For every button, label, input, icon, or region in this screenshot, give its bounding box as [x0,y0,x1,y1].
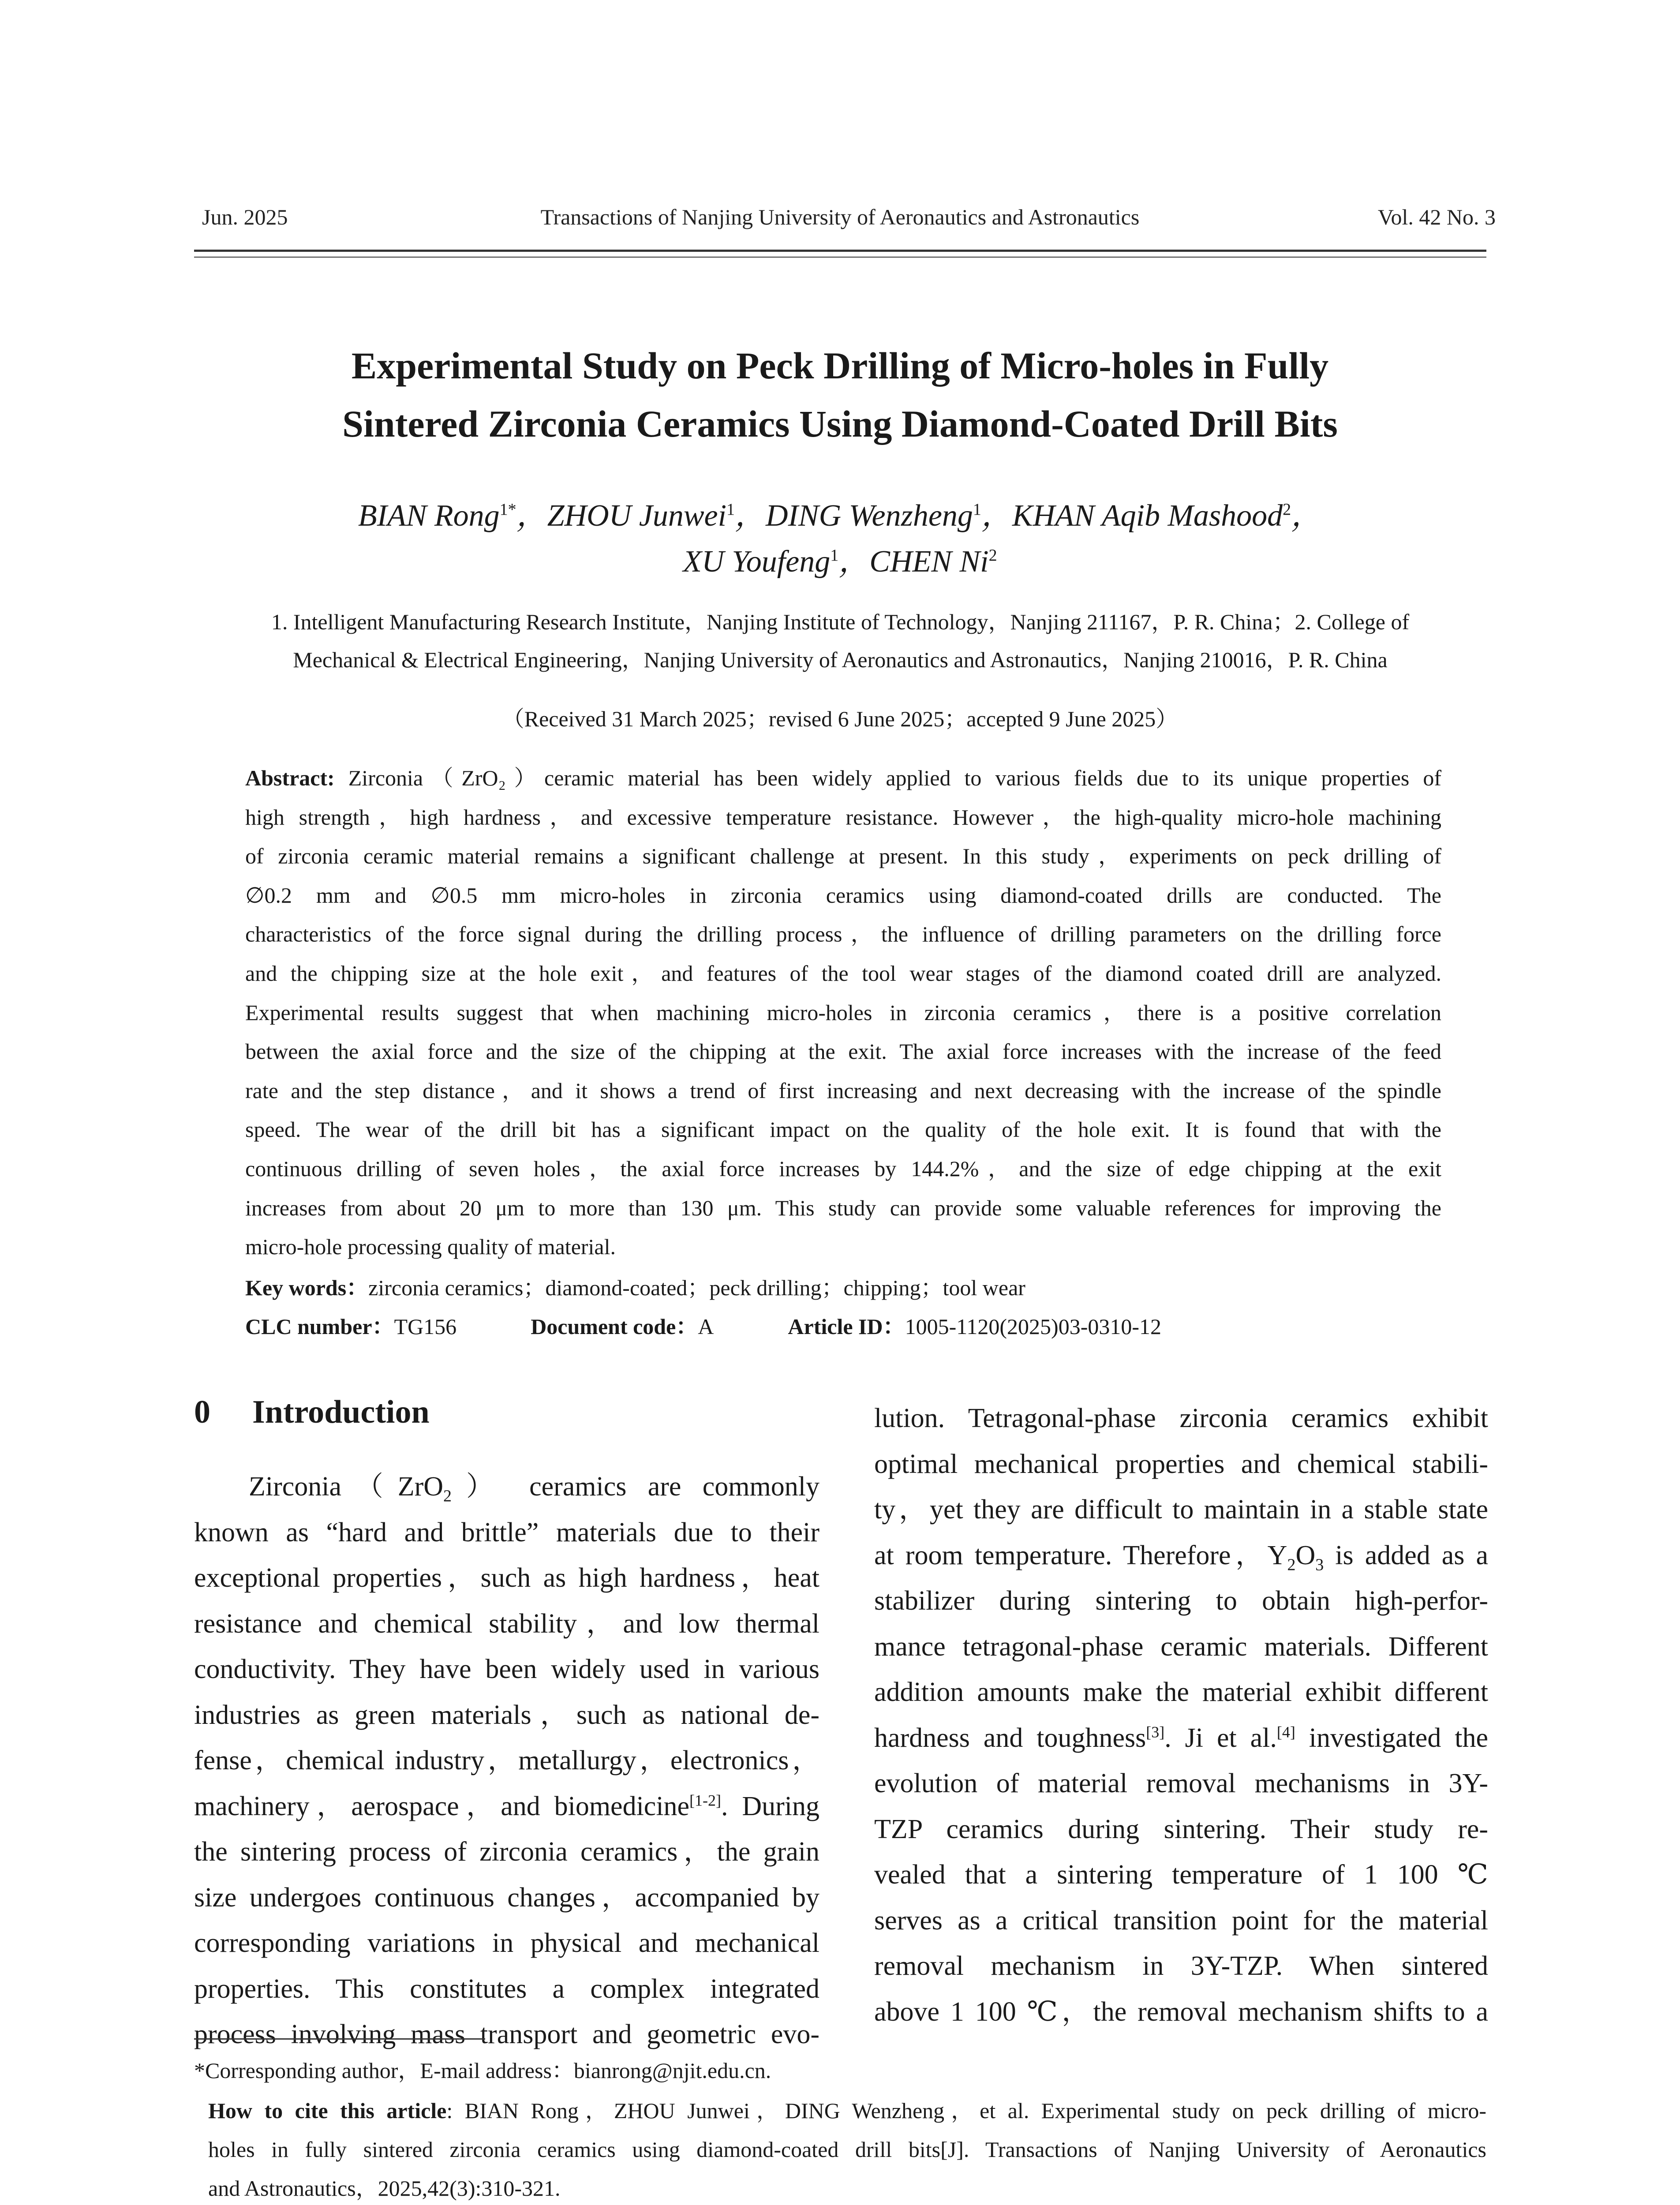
body-text: at room temperature. Therefore，Y [874,1540,1287,1570]
abstract-line: characteristics of the force signal during the drilling process，the influence of drilling parameters on the drilling force [245,922,1441,947]
body-line: lution. Tetragonal-phase zirconia ceramics exhibit [874,1403,1488,1433]
body-text: O [1295,1540,1316,1570]
title-line-2: Sintered Zirconia Ceramics Using Diamond-Coated Drill Bits [342,403,1338,445]
abstract-line: between the axial force and the size of the chipping at the exit. The axial force increases with the increase of the feed [245,1039,1441,1064]
document-code-value: A [698,1314,714,1339]
paper-title [132,336,1548,453]
body-text: investigated the [1295,1723,1488,1753]
abstract-line: increases from about 20 μm to more than 130 μm. This study can provide some valuable references for improving the [245,1195,1441,1220]
body-line: stabilizer during sintering to obtain high-perfor- [874,1586,1488,1616]
body-line: ty，yet they are difficult to maintain in a stable state [874,1495,1488,1525]
header-rule-thick [194,250,1486,252]
body-text: is added as a [1324,1540,1488,1570]
classification-info [245,1309,1441,1341]
article-id-label: Article ID： [788,1314,905,1339]
body-text: machinery，aerospace，and biomedicine [194,1791,690,1821]
header-date: Jun. 2025 [202,205,288,229]
body-line: fense，chemical industry，metallurgy，electronics， [194,1745,819,1775]
received-dates: （Received 31 March 2025；revised 6 June 2025；accepted 9 June 2025） [502,706,1178,731]
keywords [245,1270,1441,1302]
clc-value: TG156 [394,1314,457,1339]
author-affil-mark: 1* [499,500,516,519]
abstract-line: rate and the step distance，and it shows a trend of first increasing and next decreasing with the increase of the spindle [245,1078,1441,1103]
body-line: corresponding variations in physical and mechanical [194,1928,819,1958]
subscript: 2 [1287,1555,1296,1574]
subscript: 3 [1315,1555,1324,1574]
subscript: 2 [443,1487,452,1506]
author-separator: ， [516,499,547,533]
body-line: removal mechanism in 3Y-TZP. When sintered [874,1951,1488,1981]
body-text: . Ji et al. [1164,1723,1277,1753]
abstract-label: Abstract: [245,766,335,790]
citation-note [208,2091,1486,2205]
body-line: process involving mass transport and geometric evo- [194,2019,819,2049]
body-line: the sintering process of zirconia ceramics，the grain [194,1837,819,1867]
clc-label: CLC number： [245,1314,394,1339]
author-affil-mark: 2 [988,546,997,565]
abstract-line: high strength，high hardness，and excessive temperature resistance. However，the high-quality micro-hole machining [245,804,1441,830]
author-separator: ， [981,499,1012,533]
document-code-label: Document code： [531,1314,698,1339]
body-line: addition amounts make the material exhibit different [874,1677,1488,1707]
citation-line: holes in fully sintered zirconia ceramics using diamond-coated drill bits[J]. Transactions of Nanjing University of Aeronautics [208,2137,1486,2162]
author-line-2 [132,539,1548,585]
author-list [132,493,1548,585]
keywords-label: Key words： [245,1275,369,1300]
body-line: known as “hard and brittle” materials due to their [194,1517,819,1547]
abstract-text: Zirconia（ZrO₂）ceramic material has been widely applied to various fields due to its unique properties of [334,766,1441,790]
affiliation-line-1: 1. Intelligent Manufacturing Research Institute，Nanjing Institute of Technology，Nanjing 211167，P. R. China；2. College of [271,609,1410,634]
footnote-rule [194,2038,485,2040]
citation-mark: [3] [1146,1723,1165,1741]
body-column-right [874,1396,1488,2035]
body-text: . During [721,1791,819,1821]
author-bian-rong: BIAN Rong [358,499,500,533]
body-text: hardness and toughness [874,1723,1146,1753]
section-heading-introduction [194,1394,430,1431]
author-chen-ni: CHEN Ni [869,545,989,579]
header-journal-name: Transactions of Nanjing University of Aeronautics and Astronautics [540,205,1140,229]
header-rule-thin [194,257,1486,258]
abstract-line: micro-hole processing quality of material. [245,1234,616,1259]
body-line: optimal mechanical properties and chemical stabili- [874,1449,1488,1479]
abstract [245,759,1441,1267]
body-line: vealed that a sintering temperature of 1 100 ℃ [874,1860,1488,1890]
keywords-text: zirconia ceramics；diamond-coated；peck drilling；chipping；tool wear [368,1275,1025,1300]
section-number: 0 [194,1394,210,1430]
body-line: serves as a critical transition point for the material [874,1905,1488,1936]
body-line: properties. This constitutes a complex integrated [194,1973,819,2004]
abstract-line: continuous drilling of seven holes，the axial force increases by 144.2%，and the size of edge chipping at the exit [245,1156,1441,1181]
corresponding-author-note: *Corresponding author，E-mail address：bianrong@njit.edu.cn. [194,2058,771,2083]
body-line: mance tetragonal-phase ceramic materials. Different [874,1631,1488,1662]
body-column-left [194,1464,819,2058]
body-line [874,1533,1488,1579]
body-line: industries as green materials，such as national de- [194,1700,819,1730]
article-id-value: 1005-1120(2025)03-0310-12 [905,1314,1161,1339]
body-line [194,1464,819,1510]
affiliation-line-2: Mechanical & Electrical Engineering，Nanjing University of Aeronautics and Astronautics，Nanjing 210016，P. R. China [293,647,1388,672]
citation-text: : BIAN Rong，ZHOU Junwei，DING Wenzheng，et al. Experimental study on peck drilling of micro- [446,2098,1486,2123]
body-line: above 1 100 ℃，the removal mechanism shifts to a [874,1996,1488,2027]
abstract-line: Experimental results suggest that when machining micro-holes in zirconia ceramics，there is a positive correlation [245,1000,1441,1025]
body-line: evolution of material removal mechanisms in 3Y- [874,1768,1488,1798]
author-affil-mark: 1 [830,546,839,565]
author-line-1 [132,493,1548,539]
body-line: size undergoes continuous changes，accompanied by [194,1882,819,1913]
title-line-1: Experimental Study on Peck Drilling of Micro-holes in Fully [351,344,1329,387]
body-line: resistance and chemical stability，and low thermal [194,1608,819,1639]
citation-line [208,2091,1486,2130]
author-separator: ， [735,499,766,533]
body-text: Zirconia（ZrO [249,1472,444,1502]
author-affil-mark: 1 [973,500,981,519]
body-line: exceptional properties，such as high hardness，heat [194,1563,819,1593]
abstract-line: of zirconia ceramic material remains a significant challenge at present. In this study，experiments on peck drilling of [245,844,1441,869]
body-line: conductivity. They have been widely used in various [194,1654,819,1684]
author-khan-aqib-mashood: KHAN Aqib Mashood [1012,499,1283,533]
author-zhou-junwei: ZHOU Junwei [547,499,727,533]
author-affil-mark: 1 [726,500,735,519]
body-line [874,1715,1488,1761]
header-volume: Vol. 42 No. 3 [1377,205,1496,229]
body-line [194,1784,819,1830]
affiliations [194,603,1486,679]
author-separator: ， [838,545,870,579]
section-title: Introduction [252,1394,430,1430]
body-line: TZP ceramics during sintering. Their study re- [874,1814,1488,1844]
abstract-line [245,759,1441,798]
citation-mark: [1-2] [689,1791,722,1809]
citation-line: and Astronautics，2025,42(3):310-321. [208,2176,561,2201]
abstract-line: speed. The wear of the drill bit has a significant impact on the quality of the hole exit. It is found that with the [245,1117,1441,1142]
citation-label: How to cite this article [208,2098,447,2123]
author-separator: ， [1291,499,1322,533]
abstract-line: and the chipping size at the hole exit，and features of the tool wear stages of the diamond coated drill are analyzed. [245,960,1441,986]
author-ding-wenzheng: DING Wenzheng [766,499,973,533]
abstract-line: ∅0.2 mm and ∅0.5 mm micro-holes in zirconia ceramics using diamond-coated drills are conducted. The [245,882,1441,908]
citation-mark: [4] [1276,1723,1295,1741]
author-affil-mark: 2 [1283,500,1291,519]
author-xu-youfeng: XU Youfeng [683,545,831,579]
body-text: ） ceramics are commonly [452,1472,819,1502]
